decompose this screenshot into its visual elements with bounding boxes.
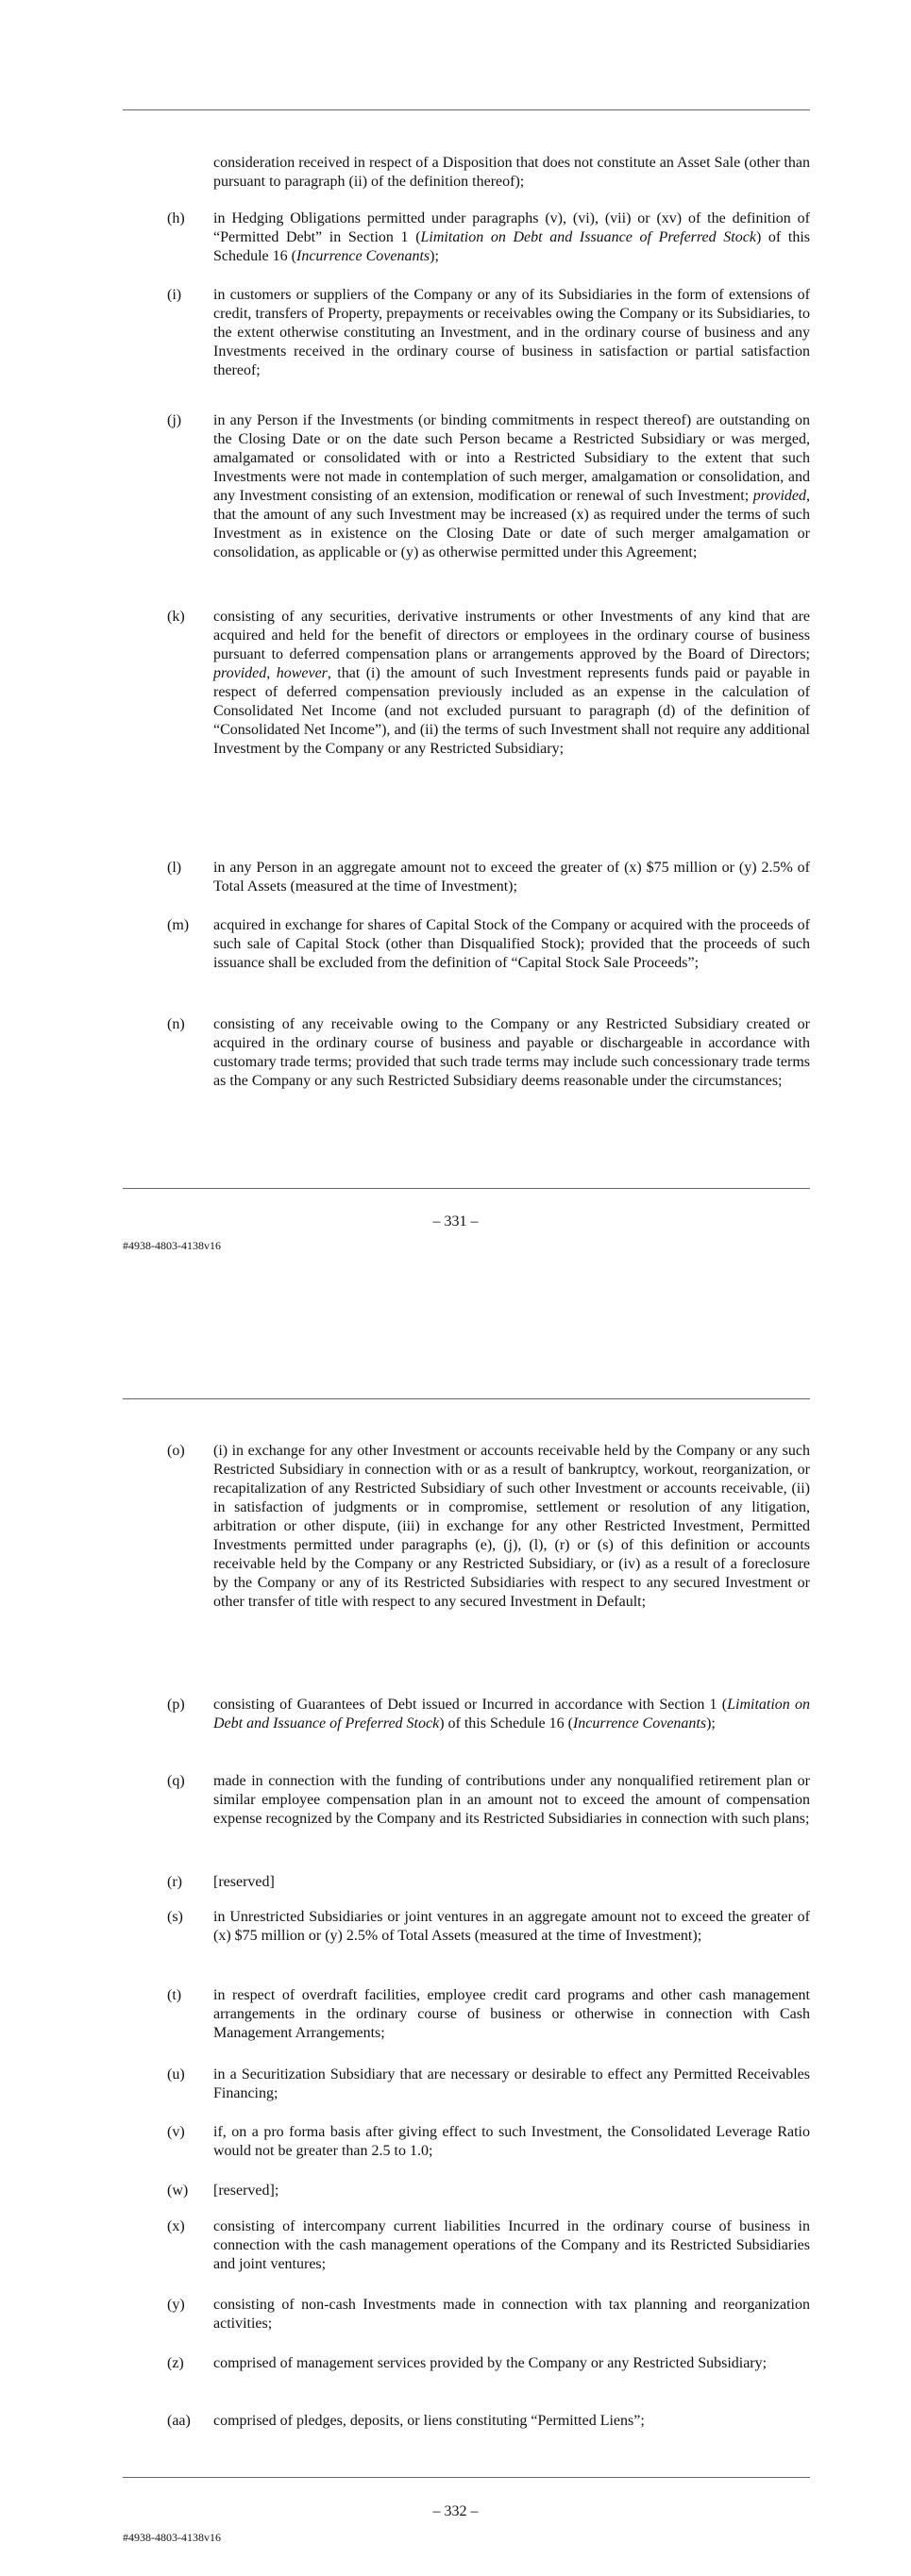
- text-run: ,: [266, 665, 277, 681]
- clause-p: [123, 1696, 810, 1733]
- clause-text: [213, 1696, 810, 1733]
- clause-label: (v): [167, 2124, 185, 2140]
- clause-m: [123, 916, 810, 973]
- clause-x: [123, 2217, 810, 2274]
- clause-text: [213, 1772, 810, 1829]
- text-run: in any Person if the Investments (or binding commitments in respect thereof) are outstanding on the Closing Date or on the date such Person became a Restricted Subsidiary or was merged, amalgamated or consolidated with or into a Restricted Subsidiary to the extent that such Investments were not made in contemplation of such merger, amalgamation or consolidation, and any Investment consisting of an extension, modification or renewal of such Investment;: [213, 412, 810, 504]
- clause-text: [213, 2354, 810, 2373]
- clause-text: [213, 1986, 810, 2043]
- text-run: [reserved]: [213, 1874, 275, 1890]
- clause-j: [123, 411, 810, 562]
- clause-k: [123, 608, 810, 759]
- clause-text: [213, 286, 810, 380]
- clause-label: (i): [167, 287, 182, 303]
- clause-label: (aa): [167, 2413, 191, 2429]
- page-top-rule: [123, 1398, 810, 1399]
- clause-label: (t): [167, 1987, 182, 2003]
- clause-text: [213, 1908, 810, 1946]
- text-run: [reserved];: [213, 2183, 279, 2199]
- clause-text: [213, 916, 810, 973]
- page-bottom-rule: [123, 2477, 810, 2478]
- clause-aa: [123, 2412, 810, 2431]
- document-id: #4938-4803-4138v16: [123, 1239, 221, 1252]
- clause-label: (n): [167, 1016, 185, 1032]
- clause-label: (r): [167, 1874, 182, 1890]
- clause-t: [123, 1986, 810, 2043]
- page-number: – 331 –: [432, 1213, 479, 1229]
- clause-text: [213, 209, 810, 266]
- clause-label: (k): [167, 609, 185, 625]
- clause-r: [123, 1873, 810, 1892]
- clause-l: [123, 859, 810, 896]
- clause-o: [123, 1442, 810, 1612]
- italic-run: Limitation on Debt and Issuance of Preferred Stock: [213, 1697, 810, 1731]
- text-run: consisting of any securities, derivative instruments or other Investments of any kind that are acquired and held for the benefit of directors or employees in the ordinary course of business pursuant to deferred compensation plans or arrangements approved by the Board of Directors;: [213, 609, 810, 662]
- clause-u: [123, 2066, 810, 2103]
- clause-v: [123, 2123, 810, 2161]
- text-run: consisting of Guarantees of Debt issued or Incurred in accordance with Section 1 (: [213, 1697, 728, 1713]
- page-top-rule: [123, 109, 810, 110]
- clause-label: (j): [167, 412, 182, 428]
- text-run: in customers or suppliers of the Company or any of its Subsidiaries in the form of extensions of credit, transfers of Property, prepayments or receivables owing the Company or its Subsidiaries, to the extent otherwise constituting an Investment, and in the ordinary course of business and any Investments received in the ordinary course of business in satisfaction or partial satisfaction thereof;: [213, 287, 810, 378]
- text-run: acquired in exchange for shares of Capital Stock of the Company or acquired with the proceeds of such sale of Capital Stock (other than Disqualified Stock); provided that the proceeds of such issuance shall be excluded from the definition of “Capital Stock Sale Proceeds”;: [213, 917, 810, 971]
- text-run: made in connection with the funding of contributions under any nonqualified retirement plan or similar employee compensation plan in an amount not to exceed the amount of compensation expense recognized by the Company and its Restricted Subsidiaries in connection with such plans;: [213, 1773, 810, 1827]
- text-run: comprised of pledges, deposits, or liens constituting “Permitted Liens”;: [213, 2413, 645, 2429]
- text-run: in a Securitization Subsidiary that are necessary or desirable to effect any Permitted Receivables Financing;: [213, 2066, 810, 2101]
- document-id: #4938-4803-4138v16: [123, 2531, 221, 2544]
- text-run: , that the amount of any such Investment may be increased (x) as required under the terms of such Investment as in existence on the Closing Date or date of such merger amalgamation or consolidation, as applicable or (y) as otherwise permitted under this Agreement;: [213, 488, 810, 560]
- text-run: in any Person in an aggregate amount not to exceed the greater of (x) $75 million or (y) 2.5% of Total Assets (measured at the time of Investment);: [213, 860, 810, 895]
- clause-h: [123, 209, 810, 266]
- page-number: – 332 –: [432, 2503, 479, 2519]
- italic-run: Incurrence Covenants: [295, 248, 430, 264]
- page-bottom-rule: [123, 1188, 810, 1189]
- clause-s: [123, 1908, 810, 1946]
- text-run: (i) in exchange for any other Investment or accounts receivable held by the Company or any such Restricted Subsidiary in connection with or as a result of bankruptcy, workout, reorganization, or recapitalization of any Restricted Subsidiary of such other Investment or accounts receivable, (ii) in satisfaction of judgments or in compromise, settlement or resolution of any litigation, arbitration or other dispute, (iii) in exchange for any other Restricted Investment, Permitted Investments permitted under paragraphs (e), (j), (l), (r) or (s) of this definition or accounts receivable held by the Company or any Restricted Subsidiary, or (iv) as a result of a foreclosure by the Company or any of its Restricted Subsidiaries with respect to any secured Investment or other transfer of title with respect to any secured Investment in Default;: [213, 1443, 810, 1610]
- clause-label: (z): [167, 2355, 184, 2371]
- clause-text: [213, 2123, 810, 2161]
- clause-label: (o): [167, 1443, 185, 1459]
- clause-text: [213, 608, 810, 759]
- text-run: );: [706, 1715, 716, 1731]
- clause-label: (m): [167, 917, 190, 933]
- clause-label: (y): [167, 2297, 185, 2313]
- text-run: in respect of overdraft facilities, employee credit card programs and other cash management arrangements in the ordinary course of business or otherwise in connection with Cash Management Arrangements;: [213, 1987, 810, 2041]
- italic-run: Incurrence Covenants: [572, 1715, 707, 1731]
- text-run: , that (i) the amount of such Investment represents funds paid or payable in respect of deferred compensation previously included as an expense in the calculation of Consolidated Net Income (and not excluded pursuant to paragraph (d) of the definition of “Consolidated Net Income”), and (ii) the terms of such Investment shall not require any additional Investment by the Company or any Restricted Subsidiary;: [213, 665, 810, 757]
- italic-run: Limitation on Debt and Issuance of Preferred Stock: [420, 229, 756, 245]
- clause-text: [213, 1873, 810, 1892]
- clause-text: [213, 1442, 810, 1612]
- clause-y: [123, 2296, 810, 2333]
- italic-run: however: [276, 665, 328, 681]
- clause-w: [123, 2182, 810, 2200]
- clause-text: [213, 859, 810, 896]
- text-run: comprised of management services provided by the Company or any Restricted Subsidiary;: [213, 2355, 768, 2371]
- text-run: in Hedging Obligations permitted under paragraphs (v), (vi), (vii) or (xv) of the definition of “Permitted Debt” in Section 1 (: [213, 210, 810, 245]
- clause-text: [213, 2182, 810, 2200]
- clause-label: (l): [167, 860, 182, 876]
- clause-q: [123, 1772, 810, 1829]
- clause-text: [213, 2296, 810, 2333]
- italic-run: provided: [752, 488, 806, 504]
- italic-run: provided: [213, 665, 267, 681]
- clause-label: (p): [167, 1697, 185, 1713]
- clause-label: (q): [167, 1773, 185, 1789]
- text-run: if, on a pro forma basis after giving effect to such Investment, the Consolidated Leverage Ratio would not be greater than 2.5 to 1.0;: [213, 2124, 810, 2159]
- text-run: ) of this Schedule 16 (: [213, 229, 811, 264]
- text-run: consisting of any receivable owing to the Company or any Restricted Subsidiary created or acquired in the ordinary course of business and payable or dischargeable in accordance with customary trade terms; provided that such trade terms may include such concessionary trade terms as the Company or any such Restricted Subsidiary deems reasonable under the circumstances;: [213, 1016, 810, 1089]
- continuation-paragraph: consideration received in respect of a Disposition that does not constitute an Asset Sale (other than pursuant to paragraph (ii) of the definition thereof);: [213, 155, 810, 190]
- text-run: consisting of non-cash Investments made in connection with tax planning and reorganization activities;: [213, 2297, 810, 2332]
- clause-text: [213, 2217, 810, 2274]
- clause-text: [213, 411, 810, 562]
- clause-label: (u): [167, 2066, 185, 2083]
- text-run: );: [430, 248, 439, 264]
- clause-text: [213, 2066, 810, 2103]
- clause-text: [213, 1015, 810, 1091]
- clause-z: [123, 2354, 810, 2373]
- text-run: ) of this Schedule 16 (: [439, 1715, 573, 1731]
- clause-n: [123, 1015, 810, 1091]
- clause-label: (s): [167, 1909, 183, 1925]
- clause-i: [123, 286, 810, 380]
- clause-text: [213, 2412, 810, 2431]
- clause-label: (x): [167, 2218, 185, 2234]
- text-run: consisting of intercompany current liabilities Incurred in the ordinary course of business in connection with the cash management operations of the Company and its Restricted Subsidiaries and joint ventures;: [213, 2218, 810, 2272]
- clause-label: (h): [167, 210, 185, 226]
- text-run: in Unrestricted Subsidiaries or joint ventures in an aggregate amount not to exceed the greater of (x) $75 million or (y) 2.5% of Total Assets (measured at the time of Investment);: [213, 1909, 810, 1944]
- clause-label: (w): [167, 2183, 189, 2199]
